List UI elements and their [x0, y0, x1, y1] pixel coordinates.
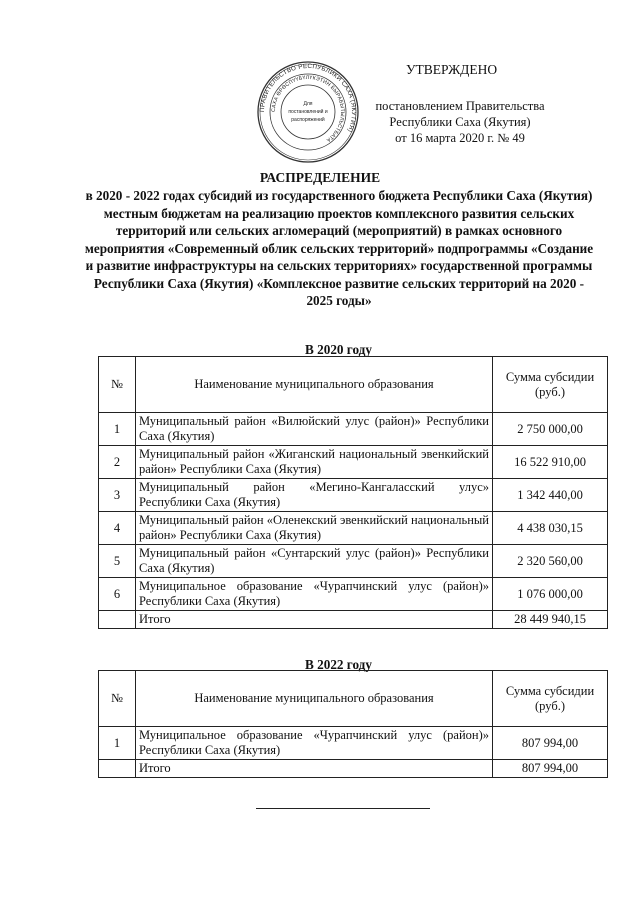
row-number: 3: [99, 479, 136, 512]
table-row: [99, 512, 608, 545]
row-sum: 1 076 000,00: [493, 578, 608, 611]
seal-outer-text: ПРАВИТЕЛЬСТВО РЕСПУБЛИКИ САХА (ЯКУТИЯ): [258, 62, 358, 134]
total-row: [99, 760, 608, 778]
table-row: [99, 413, 608, 446]
row-sum: 2 320 560,00: [493, 545, 608, 578]
seal-inner-text: САХА ӨРӨСПҮҮБҮЛҮКЭТИН БЫРАБЫТЫЛЬСТБАТА: [270, 74, 346, 143]
table-row: [99, 446, 608, 479]
row-sum: 16 522 910,00: [493, 446, 608, 479]
total-sum: 28 449 940,15: [493, 611, 608, 629]
row-name: Муниципальный район «Вилюйский улус (район)» Республики Саха (Якутия): [136, 413, 493, 446]
total-label: Итого: [136, 760, 493, 778]
total-row: [99, 611, 608, 629]
row-sum: 2 750 000,00: [493, 413, 608, 446]
approval-line-1: постановлением Правительства: [375, 99, 545, 113]
table-header-row: [99, 357, 608, 413]
footer-separator-line: [256, 808, 430, 809]
row-name: Муниципальный район «Оленекский эвенкийский национальный район» Республики Саха (Якутия): [136, 512, 493, 545]
table-row: [99, 479, 608, 512]
row-number: 4: [99, 512, 136, 545]
row-name: Муниципальное образование «Чурапчинский улус (район)» Республики Саха (Якутия): [136, 727, 493, 760]
year-title-2022: В 2022 году: [305, 657, 372, 672]
row-name: Муниципальный район «Сунтарский улус (район)» Республики Саха (Якутия): [136, 545, 493, 578]
row-sum: 807 994,00: [493, 727, 608, 760]
column-header-number: №: [99, 357, 136, 413]
document-title: РАСПРЕДЕЛЕНИЕ: [259, 170, 381, 185]
approved-heading: УТВЕРЖДЕНО: [406, 62, 498, 77]
table-header-row: [99, 671, 608, 727]
approval-line-2: Республики Саха (Якутия): [389, 115, 531, 129]
total-label: Итого: [136, 611, 493, 629]
row-name: Муниципальное образование «Чурапчинский улус (район)» Республики Саха (Якутия): [136, 578, 493, 611]
year-title-2020: В 2020 году: [305, 342, 372, 357]
column-header-name: Наименование муниципального образования: [136, 357, 493, 413]
subsidy-table-2022: [98, 670, 608, 778]
seal-center-line-2: постановлений и: [288, 109, 328, 115]
seal-center-line-3: распоряжений: [291, 117, 325, 123]
approval-block: [355, 98, 565, 146]
table-row: [99, 545, 608, 578]
total-number-cell: [99, 611, 136, 629]
table-row: [99, 578, 608, 611]
total-sum: 807 994,00: [493, 760, 608, 778]
column-header-sum: Сумма субсидии (руб.): [493, 671, 608, 727]
row-number: 2: [99, 446, 136, 479]
seal-center-line-1: Для: [303, 101, 313, 107]
row-sum: 4 438 030,15: [493, 512, 608, 545]
row-name: Муниципальный район «Жиганский национальный эвенкийский район» Республики Саха (Якутия): [136, 446, 493, 479]
total-number-cell: [99, 760, 136, 778]
approval-line-3: от 16 марта 2020 г. № 49: [395, 131, 525, 145]
column-header-number: №: [99, 671, 136, 727]
row-name: Муниципальный район «Мегино-Кангаласский улус» Республики Саха (Якутия): [136, 479, 493, 512]
row-number: 1: [99, 727, 136, 760]
row-number: 5: [99, 545, 136, 578]
row-sum: 1 342 440,00: [493, 479, 608, 512]
table-row: [99, 727, 608, 760]
column-header-name: Наименование муниципального образования: [136, 671, 493, 727]
official-seal: [256, 60, 360, 164]
row-number: 6: [99, 578, 136, 611]
column-header-sum: Сумма субсидии (руб.): [493, 357, 608, 413]
document-subtitle: в 2020 - 2022 годах субсидий из государственного бюджета Республики Саха (Якутия) местным бюджетам на реализацию проектов комплексного развития сельских территорий или сельских агломераций (мероприятий) в рамках основного мероприятия «Современный облик сельских территорий» подпрограммы «Создание и развитие инфраструктуры на сельских территориях» государственной программы Республики Саха (Якутия) «Комплексное развитие сельских территорий на 2020 - 2025 годы»: [84, 188, 594, 308]
row-number: 1: [99, 413, 136, 446]
subsidy-table-2020: [98, 356, 608, 629]
